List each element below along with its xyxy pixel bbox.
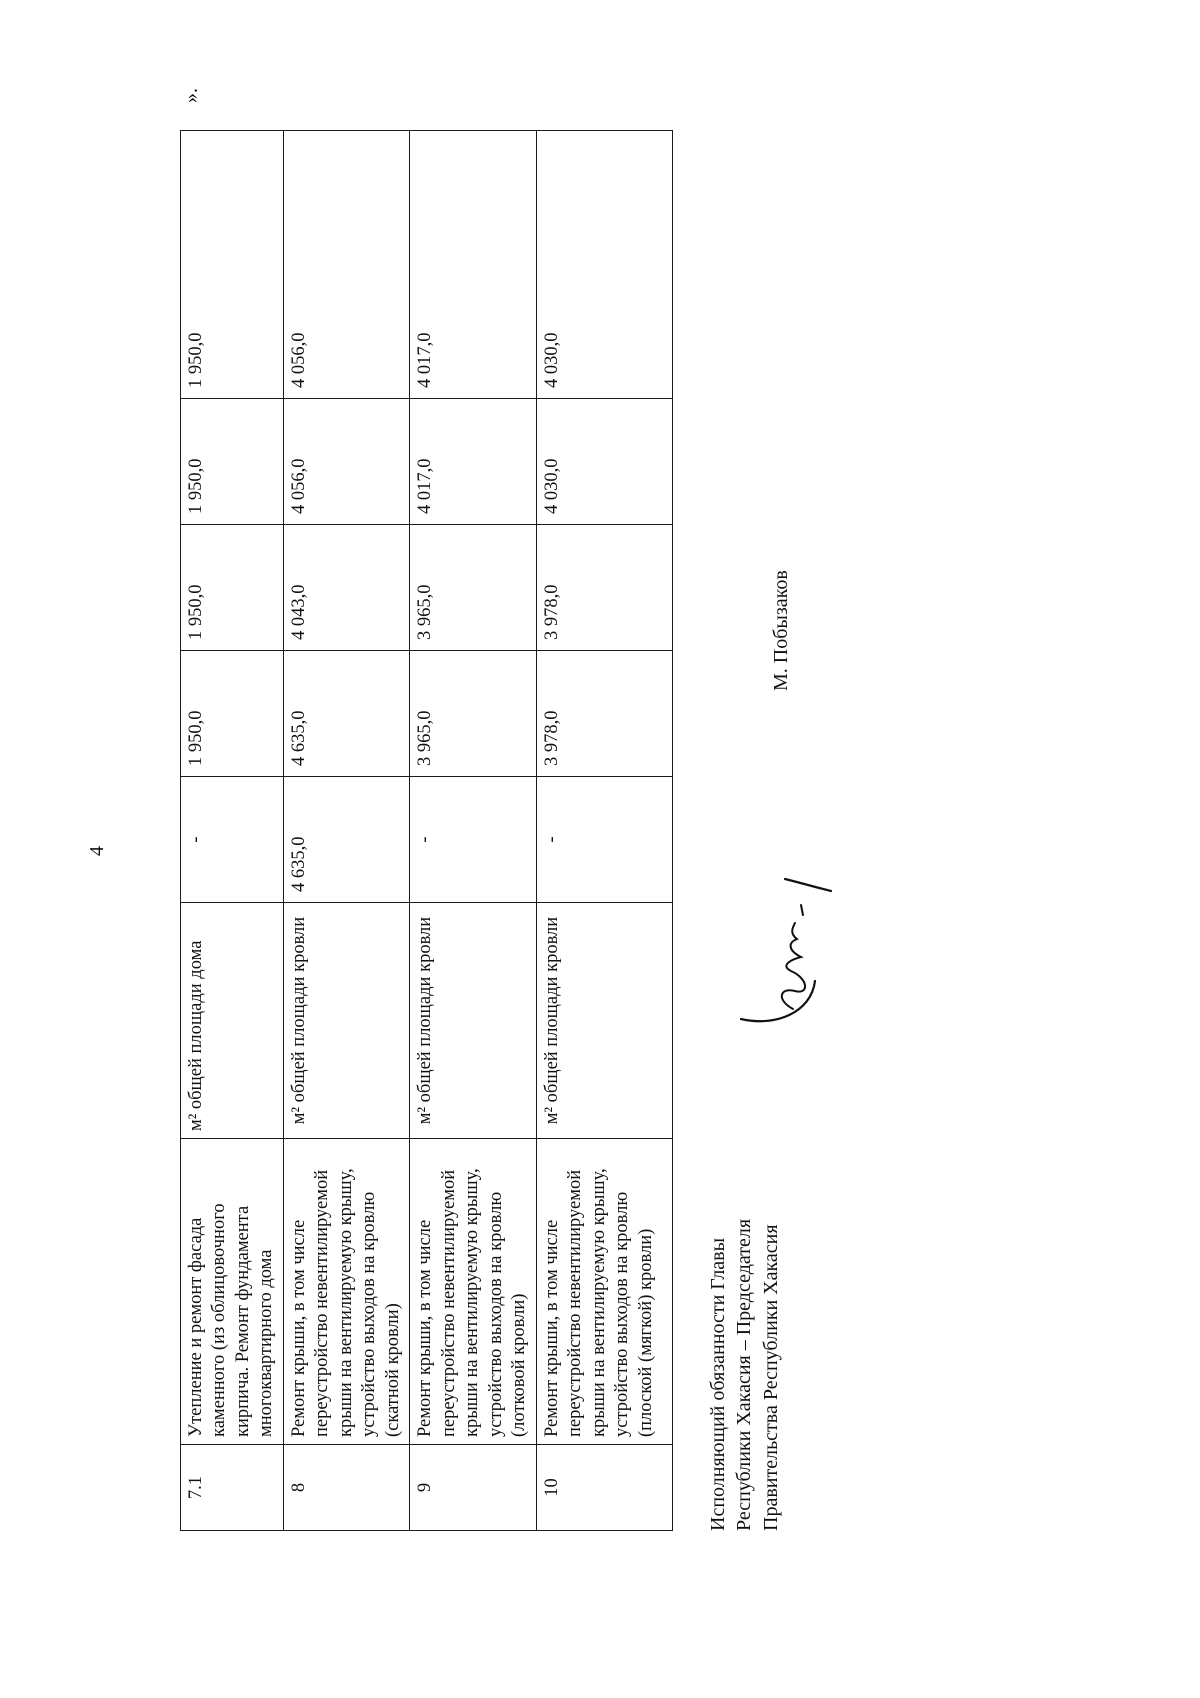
- value-cell: 3 965,0: [410, 651, 536, 777]
- unit-text: м² общей площади дома: [186, 940, 206, 1131]
- value-cell: 4 635,0: [283, 651, 409, 777]
- value-cell: -: [410, 777, 536, 903]
- row-number: 7.1: [181, 1445, 284, 1531]
- unit-cell: [536, 903, 672, 1139]
- unit-cell: [181, 903, 284, 1139]
- unit-text: м² общей площади кровли: [288, 916, 309, 1125]
- signatory-title-line: Исполняющий обязанности Главы: [707, 1237, 729, 1531]
- row-number: 9: [410, 1445, 536, 1531]
- work-description: Ремонт крыши, в том числе переустройство невентилируемой крыши на вентилируемую крышу, устройство выходов на кровлю (скатной кровли): [283, 1139, 409, 1445]
- value-cell: 1 950,0: [181, 525, 284, 651]
- rates-table: [180, 130, 673, 1531]
- handwritten-signature-icon: [735, 861, 845, 1031]
- table-row: [283, 131, 409, 1531]
- value-cell: 3 978,0: [536, 651, 672, 777]
- value-cell: 4 017,0: [410, 399, 536, 525]
- value-cell: 3 965,0: [410, 525, 536, 651]
- value-cell: 4 017,0: [410, 131, 536, 399]
- unit-cell: [410, 903, 536, 1139]
- unit-text: м² общей площади кровли: [415, 916, 436, 1125]
- value-cell: 4 635,0: [283, 777, 409, 903]
- row-number: 8: [283, 1445, 409, 1531]
- table-row: [536, 131, 672, 1531]
- value-cell: 1 950,0: [181, 131, 284, 399]
- value-cell: 4 030,0: [536, 399, 672, 525]
- table-row: [181, 131, 284, 1531]
- value-cell: 4 043,0: [283, 525, 409, 651]
- value-cell: -: [536, 777, 672, 903]
- value-cell: -: [181, 777, 284, 903]
- unit-text: м² общей площади кровли: [541, 916, 562, 1125]
- unit-cell: [283, 903, 409, 1139]
- table-row: [410, 131, 536, 1531]
- signatory-name: М. Побызаков: [770, 570, 792, 691]
- value-cell: 1 950,0: [181, 399, 284, 525]
- page-number: 4: [85, 846, 108, 856]
- work-description: Утепление и ремонт фасада каменного (из облицовочного кирпича. Ремонт фундамента многоквартирного дома: [181, 1139, 284, 1445]
- value-cell: 3 978,0: [536, 525, 672, 651]
- value-cell: 1 950,0: [181, 651, 284, 777]
- value-cell: 4 056,0: [283, 399, 409, 525]
- signatory-title-line: Правительства Республики Хакасия: [759, 1224, 782, 1531]
- value-cell: 4 056,0: [283, 131, 409, 399]
- value-cell: 4 030,0: [536, 131, 672, 399]
- signatory-title-line: Республики Хакасия – Председателя: [733, 1218, 756, 1531]
- rotated-content: [180, 88, 792, 1531]
- closing-quote: ».: [180, 88, 202, 103]
- work-description: Ремонт крыши, в том числе переустройство невентилируемой крыши на вентилируемую крышу, устройство выходов на кровлю (плоской (мягкой) кровли): [536, 1139, 672, 1445]
- work-description: Ремонт крыши, в том числе переустройство невентилируемой крыши на вентилируемую крышу, устройство выходов на кровлю (лотковой кровли): [410, 1139, 536, 1445]
- row-number: 10: [536, 1445, 672, 1531]
